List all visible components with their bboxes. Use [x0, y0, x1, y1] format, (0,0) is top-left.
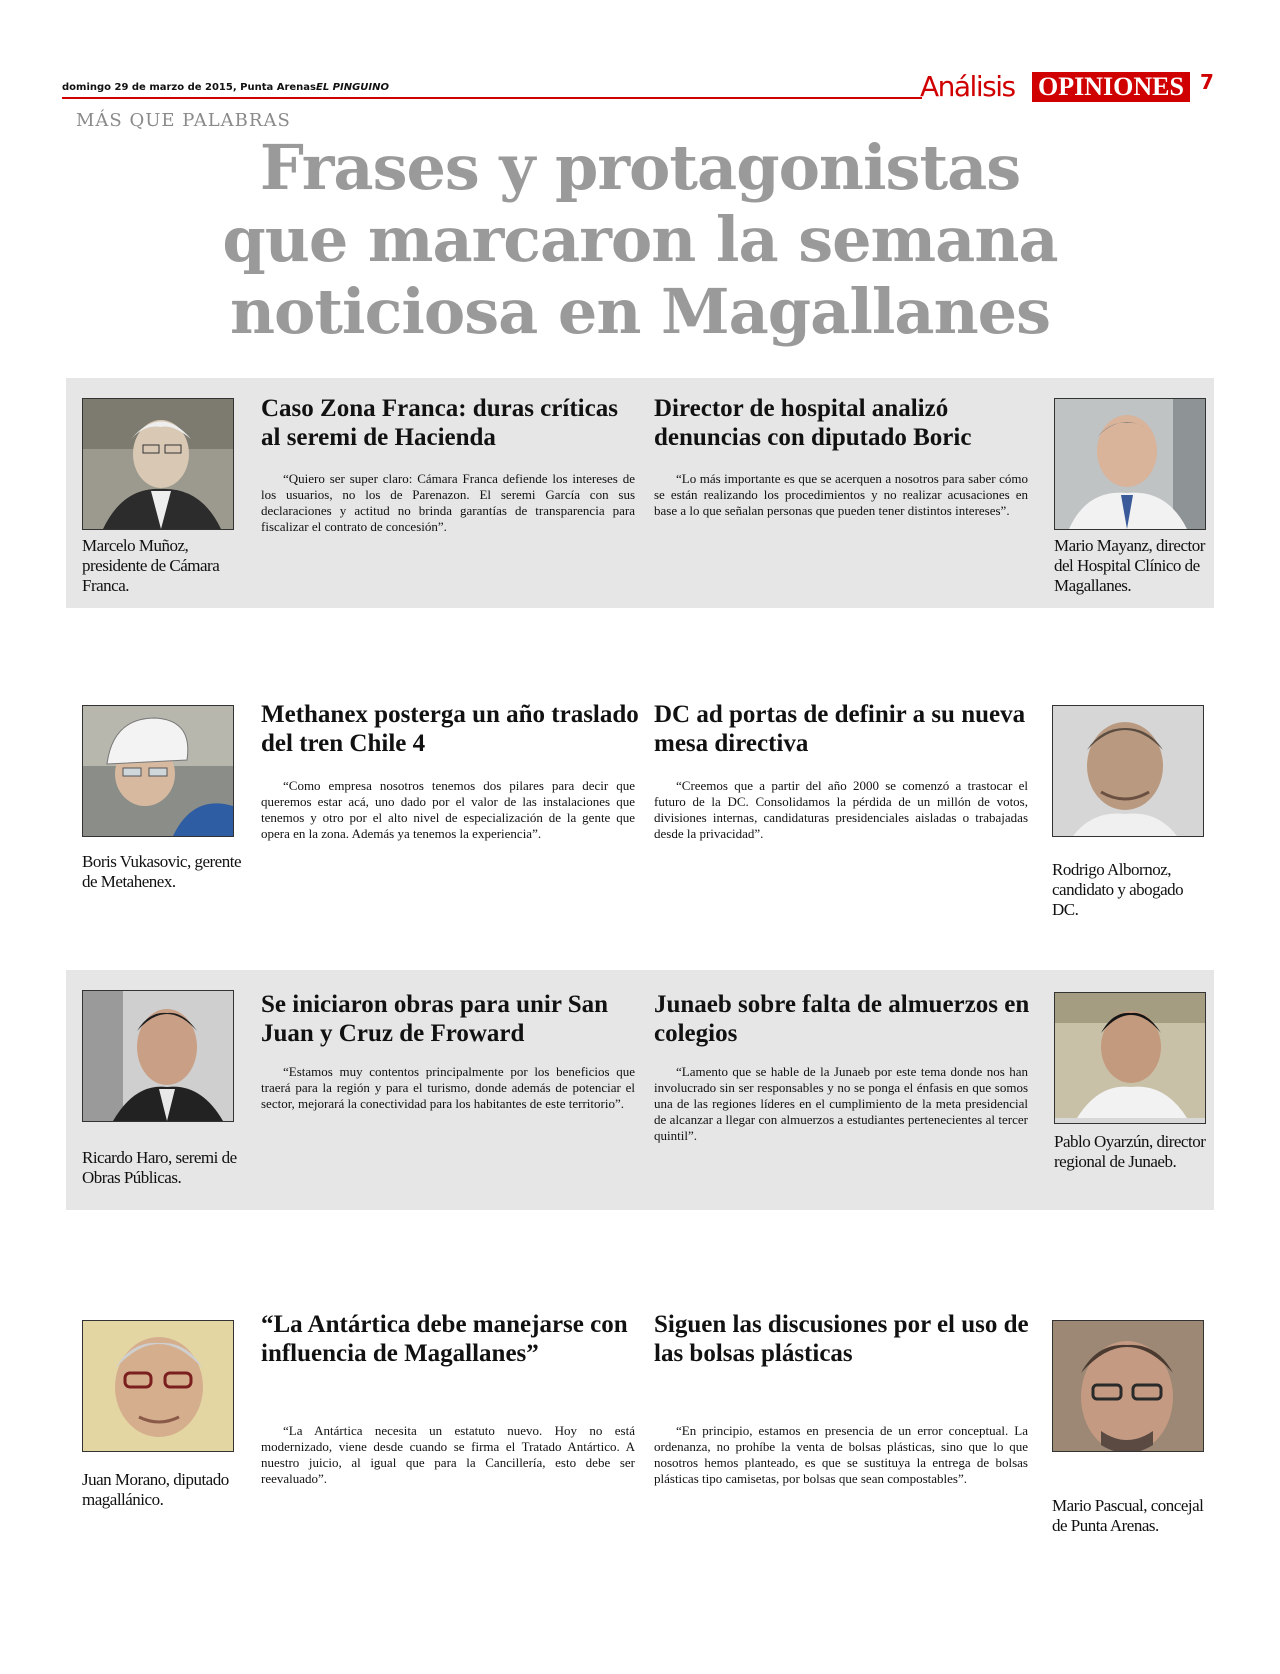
- portrait-photo-right: [1054, 398, 1206, 530]
- kicker: MÁS QUE PALABRAS: [76, 110, 291, 131]
- caption-left: Marcelo Muñoz, presidente de Cámara Franca.: [82, 536, 220, 595]
- story-title: Siguen las discusiones por el uso de las bolsas plásticas: [654, 1311, 1029, 1367]
- story-title: Methanex posterga un año traslado del tren Chile 4: [261, 701, 639, 757]
- story-title: DC ad portas de definir a su nueva mesa directiva: [654, 701, 1026, 757]
- section-label: OPINIONES: [1032, 72, 1190, 102]
- portrait-photo-right: [1052, 1320, 1204, 1452]
- masthead: [62, 70, 1214, 103]
- portrait-photo-right: [1052, 705, 1204, 837]
- headline-line-1: Frases y protagonistas: [259, 131, 1021, 204]
- dateline: [62, 82, 389, 93]
- story-title: “La Antártica debe manejarse con influencia de Magallanes”: [261, 1311, 628, 1367]
- portrait-photo-left: [82, 705, 234, 837]
- page-number: 7: [1200, 70, 1214, 94]
- story-quote: “Creemos que a partir del año 2000 se comenzó a trastocar el futuro de la DC. Consolidamos la pérdida de un millón de votos, divisiones internas, candidaturas presidenciales aisladas o trabajadas desde la privacidad”.: [654, 778, 1028, 841]
- story-quote: “Estamos muy contentos principalmente por los beneficios que traerá para la región y para el turismo, donde además de potenciar el sector, mejorará la conectividad para los habitantes de este territorio”.: [261, 1064, 635, 1111]
- story-quote: “Lo más importante es que se acerquen a nosotros para saber cómo se están realizando los procedimientos y no realizar acusaciones en base a lo que señalan personas que pueden tener distintos intereses”.: [654, 471, 1028, 518]
- story-title: Se iniciaron obras para unir San Juan y Cruz de Froward: [261, 991, 609, 1047]
- paper-name: EL PINGUINO: [315, 82, 390, 93]
- story-title: Director de hospital analizó denuncias con diputado Boric: [654, 395, 972, 451]
- headline-line-3: noticiosa en Magallanes: [229, 275, 1051, 348]
- story-quote: “En principio, estamos en presencia de un error conceptual. La ordenanza, no prohíbe la venta de bolsas plásticas, sino que lo que nosotros hemos planteado, es que se sustituya la entrega de bolsas plásticas tipo camisetas, por bolsas que sean compostables”.: [654, 1423, 1028, 1486]
- page-title: [200, 132, 1080, 348]
- caption-right: Mario Mayanz, director del Hospital Clínico de Magallanes.: [1054, 536, 1205, 595]
- portrait-photo-right: [1054, 992, 1206, 1124]
- masthead-rule: [62, 97, 922, 99]
- portrait-photo-left: [82, 990, 234, 1122]
- story-quote: “Quiero ser super claro: Cámara Franca defiende los intereses de los usuarios, no los de Parenazon. El seremi García con sus declaraciones y actitud no brinda garantías de transparencia para fiscalizar el contrato de concesión”.: [261, 471, 635, 534]
- caption-right: Mario Pascual, concejal de Punta Arenas.: [1052, 1496, 1204, 1535]
- caption-left: Juan Morano, diputado magallánico.: [82, 1470, 229, 1509]
- dateline-text: domingo 29 de marzo de 2015, Punta Arenas: [62, 82, 316, 93]
- story-quote: “La Antártica necesita un estatuto nuevo. Hoy no está modernizado, viene desde cuando se firma el Tratado Antártico. A nuestro juicio, al igual que para la Cancillería, esto debe ser reevaluado”.: [261, 1423, 635, 1486]
- caption-left: Ricardo Haro, seremi de Obras Públicas.: [82, 1148, 237, 1187]
- headline-line-2: que marcaron la semana: [222, 203, 1058, 276]
- story-quote: “Como empresa nosotros tenemos dos pilares para decir que queremos estar acá, uno dado por el valor de las instalaciones que tenemos y otro por el alto nivel de especialización de la gente que opera en la zona. Además ya tenemos la experiencia”.: [261, 778, 635, 841]
- story-title: Junaeb sobre falta de almuerzos en colegios: [654, 991, 1030, 1047]
- caption-right: Rodrigo Albornoz, candidato y abogado DC.: [1052, 860, 1184, 919]
- portrait-photo-left: [82, 1320, 234, 1452]
- portrait-photo-left: [82, 398, 234, 530]
- story-title: Caso Zona Franca: duras críticas al seremi de Hacienda: [261, 395, 618, 451]
- caption-left: Boris Vukasovic, gerente de Metahenex.: [82, 852, 241, 891]
- caption-right: Pablo Oyarzún, director regional de Junaeb.: [1054, 1132, 1206, 1171]
- story-quote: “Lamento que se hable de la Junaeb por este tema donde nos han involucrado sin ser responsables y no se ponga el énfasis en que somos una de las regiones líderes en el cumplimiento de la meta presidencial de alcanzar a llegar con almuerzos a estudiantes pertenecientes al tercer quintil”.: [654, 1064, 1028, 1143]
- section-script: Análisis: [920, 70, 1015, 103]
